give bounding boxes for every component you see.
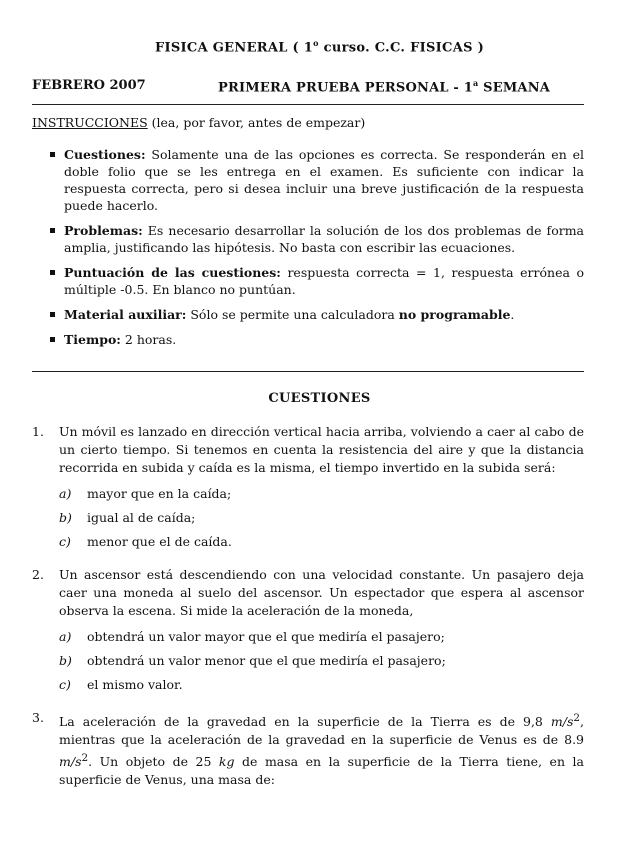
options-list bbox=[59, 485, 584, 557]
bullet-icon bbox=[50, 312, 55, 317]
bullet-icon bbox=[50, 228, 55, 233]
bullet-icon bbox=[50, 152, 55, 157]
question-3 bbox=[32, 709, 584, 789]
list-item: Problemas: Es necesario desarrollar la solución de los dos problemas de forma amplia, justificando las hipótesis. No basta con escribir las ecuaciones. bbox=[50, 222, 584, 256]
section-divider bbox=[32, 371, 584, 372]
question-number: 3. bbox=[32, 710, 44, 725]
option-c: c) el mismo valor. bbox=[59, 677, 183, 692]
option-b: b) obtendrá un valor menor que el que mediría el pasajero; bbox=[59, 653, 446, 668]
options-list bbox=[59, 628, 584, 700]
course-title: FISICA GENERAL ( 1$^o$ curso. C.C. FISICAS ) bbox=[154, 38, 485, 56]
list-item: Material auxiliar: Sólo se permite una calculadora no programable. bbox=[50, 306, 584, 323]
question-text: Un móvil es lanzado en dirección vertical hacia arriba, volviendo a caer al cabo de un cierto tiempo. Si tenemos en cuenta la resistencia del aire y que la distancia recorrida en subida y caída es la misma, el tiempo invertido en la subida será: bbox=[59, 424, 584, 475]
instructions-list bbox=[50, 146, 584, 356]
question-number: 1. bbox=[32, 424, 44, 439]
option-c: c) menor que el de caída. bbox=[59, 534, 232, 549]
list-item: Puntuación de las cuestiones: respuesta correcta = 1, respuesta errónea o múltiple -0.5. En blanco no puntúan. bbox=[50, 264, 584, 298]
option-b: b) igual al de caída; bbox=[59, 510, 196, 525]
exam-header-row bbox=[32, 78, 584, 96]
bullet-icon bbox=[50, 270, 55, 275]
question-2 bbox=[32, 566, 584, 700]
exam-date: FEBRERO 2007 bbox=[32, 78, 146, 93]
question-1 bbox=[32, 423, 584, 557]
list-item: Cuestiones: Solamente una de las opciones es correcta. Se responderán en el doble folio que se les entrega en el examen. Es suficiente con indicar la respuesta correcta, pero si desea incluir una breve justificación de la respuesta puede hacerlo. bbox=[50, 146, 584, 214]
question-text: Un ascensor está descendiendo con una velocidad constante. Un pasajero deja caer una moneda al suelo del ascensor. Un espectador que espera al ascensor observa la escena. Si mide la aceleración de la moneda, bbox=[59, 567, 584, 618]
question-text: La aceleración de la gravedad en la superficie de la Tierra es de 9,8 $m/s^2$, mientras que la aceleración de la gravedad en la superficie de Venus es de 8.9 $m/s^2$. Un objeto de 25 kg de masa en la superficie de la Tierra tiene, en la superficie de Venus, una masa de: bbox=[59, 712, 584, 788]
instructions-heading: INSTRUCCIONES (lea, por favor, antes de empezar) bbox=[32, 115, 366, 130]
question-number: 2. bbox=[32, 567, 44, 582]
bullet-icon bbox=[50, 337, 55, 342]
list-item: Tiempo: 2 horas. bbox=[50, 331, 584, 348]
exam-title: PRIMERA PRUEBA PERSONAL - 1$^a$ SEMANA bbox=[218, 78, 551, 96]
option-a: a) mayor que en la caída; bbox=[59, 486, 232, 501]
section-title: CUESTIONES bbox=[268, 391, 371, 406]
option-a: a) obtendrá un valor mayor que el que mediría el pasajero; bbox=[59, 629, 445, 644]
header-divider bbox=[32, 104, 584, 105]
